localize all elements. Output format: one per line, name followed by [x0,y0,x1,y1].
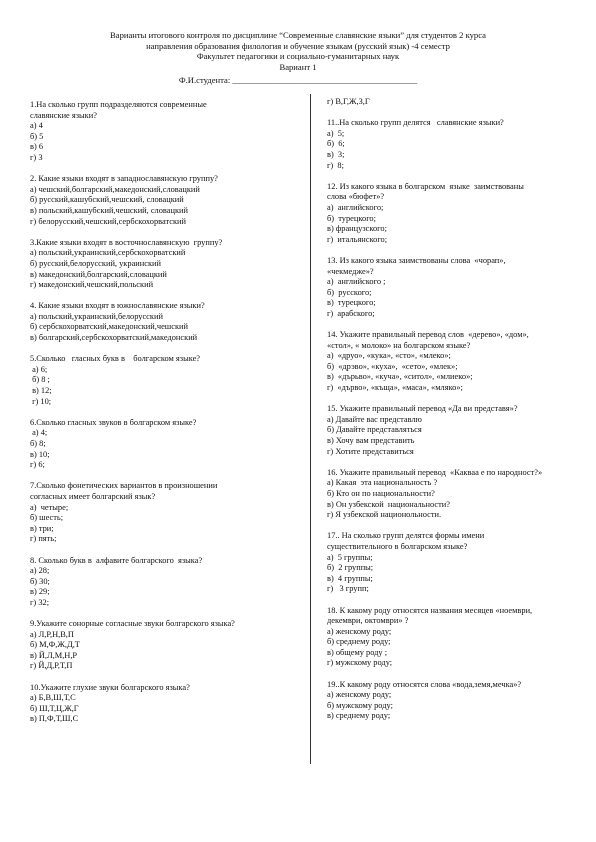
answer-option: а) «друо», «кука», «сто», «млеко»; [327,351,451,361]
question-text: 2. Какие языки входят в западнославянскую группу? [30,174,218,184]
answer-option: а) польский,украинский,сербскохорватский [30,248,186,258]
question-text: 18. К какому роду относятся названия месяцев «ноември, декември, октомври» ? [327,605,533,626]
question-block [30,619,300,672]
answer-option: в) 3; [327,149,345,159]
answer-option: в) Й,Л,М,Н,Р [30,650,78,660]
answer-option: г) 32; [30,597,50,607]
question-text: 9.Укажите сонорные согласные звуки болгарского языка? [30,619,235,629]
answer-option: г) Я узбекской национольности. [327,510,442,520]
answer-option: г) 6; [30,460,45,470]
answer-option: г) «дърво», «къща», «маса», «мляко»; [327,383,463,393]
answer-option: б) русского; [327,287,372,297]
answer-option: г) македонский,чешский,польский [30,280,154,290]
answer-option: а) польский,украинский,белорусский [30,311,163,321]
answer-option: а) четыре; [30,502,69,512]
document-header [40,30,556,72]
answer-option: б) 5 [30,131,44,141]
answer-option: б) русский,белорусский, украинский [30,258,161,268]
answer-option: б) русский,кашубский,чешский, словацкий [30,195,184,205]
answer-option: в) турецкого; [327,298,376,308]
question-block [327,97,577,108]
answer-option: г) арабского; [327,308,375,318]
question-text: 16. Укажите правильный перевод «Какваа е по народност?» [327,467,543,477]
question-text: 4. Какие языки входят в южнославянские языки? [30,301,205,311]
answer-option: а) 4; [30,428,48,438]
question-block [327,606,577,670]
answer-option: а) 5; [327,128,345,138]
question-block [30,100,300,164]
question-block [327,468,577,521]
answer-option: а) 5 группы; [327,552,373,562]
answer-option: б) «дрэво», «куха», «сето», «млек»; [327,361,458,371]
answer-option: в) среднему роду; [327,711,391,721]
header-title-line: Варианты итогового контроля по дисциплине “Современные славянские языки” для студентов 2 курса [110,30,486,40]
answer-option: б) Кто он по национальности? [327,488,435,498]
answer-option: а) Л,Р,Н,В,П [30,629,74,639]
question-text: 8. Сколько букв в алфавите болгарского языка? [30,555,203,565]
answer-option: б) 8; [30,439,46,448]
answer-option: а) английского; [327,202,384,212]
question-block [327,118,577,171]
answer-option: а) Б,В,Ш,Т,С [30,693,76,703]
answer-option: г) мужскому роду; [327,658,393,668]
answer-option: г) итальянского; [327,234,388,244]
answer-option: б) М,Ф,Ж,Д,Т [30,640,80,650]
answer-option: а) женскому роду; [327,626,392,636]
answer-option: а) чешский,болгарский,македонский,словацкий [30,184,200,194]
question-block [30,683,300,725]
question-block [327,531,577,595]
right-column [327,97,577,733]
answer-option: б) турецкого; [327,213,376,223]
question-block [327,404,577,457]
answer-option: г) Й,Д,Р,Т,П [30,661,73,671]
question-block [30,418,300,471]
question-block [30,481,300,545]
question-block [30,238,300,291]
question-text: 6.Сколько гласных звуков в болгарском языке? [30,417,197,427]
answer-option: г) 8; [327,160,344,170]
answer-option: б) 30; [30,576,50,586]
answer-option: а) Какая эта национальность ? [327,478,438,488]
question-text: 7.Сколько фонетических вариантов в произношении согласных имеет болгарский язык? [30,481,218,501]
question-block [327,256,577,320]
answer-option: в) 29; [30,587,50,597]
answer-option: в) общему роду ; [327,647,388,657]
answer-option: а) женскому роду; [327,690,392,700]
header-direction-line: направления образования филология и обучение языкам (русский язык) -4 семестр [146,40,450,51]
question-text: 1.На сколько групп подразделяются современные славянские языки? [30,100,207,120]
question-text: 11..На сколько групп делятся славянские языки? [327,118,504,128]
answer-option: в) французского; [327,224,387,234]
question-text: 14. Укажите правильный перевод слов «дерево», «дом», «стол», « молоко» на болгарском языке? [327,330,529,350]
answer-option: в) 10; [30,449,50,459]
answer-option: в) Он узбекской национальности? [327,499,450,509]
question-block [327,680,577,722]
answer-option: а) английского ; [327,277,386,287]
question-text: 3.Какие языки входят в восточнославянскую группу? [30,237,223,247]
student-name-field: Ф.И.студента: ___________________________________________ [178,75,418,85]
answer-option: б) шесть; [30,513,64,523]
answer-option: в) Хочу вам представить [327,436,415,445]
question-block [30,354,300,407]
answer-option: в) 12; [30,386,52,396]
header-faculty-line: Факультет педагогики и социально-гуманитарных наук [196,51,400,62]
question-block [30,556,300,609]
answer-option: а) 6; [30,364,48,374]
question-block [30,174,300,227]
answer-option: в) 6 [30,142,44,152]
header-variant-line: Вариант 1 [279,61,317,72]
left-column [30,100,300,736]
answer-option: г) 10; [30,396,52,406]
answer-option: а) 28; [30,566,50,576]
answer-option: г) В,Г,Ж,З,Г [327,97,370,106]
answer-option: б) Давайте представляться [327,425,422,435]
answer-option: а) Давайте вас представлю [327,414,422,424]
answer-option: а) 4 [30,121,43,131]
answer-option: б) среднему роду; [327,637,391,647]
answer-option: г) 3 [30,152,43,162]
answer-option: б) сербскохорватский,македонский,чешский [30,322,188,332]
question-text: 5.Сколько гласных букв в болгарском языке? [30,354,201,364]
answer-option: г) 3 групп; [327,584,369,594]
answer-option: в) три; [30,523,54,533]
answer-option: б) Ш,Т,Ц,Ж,Г [30,703,79,713]
answer-option: б) 8 ; [30,375,50,385]
question-text: 13. Из какого языка заимствованы слова «чорап», «чекмедже»? [327,255,506,276]
answer-option: в) 4 группы; [327,573,373,583]
question-text: 15. Укажите правильный перевод «Да ви представя»? [327,404,518,414]
answer-option: в) «дърьво», «куча», «ситол», «млиеко»; [327,372,473,382]
answer-option: в) македонский,болгарский,словацкий [30,269,167,279]
question-block [327,182,577,246]
column-divider [310,94,311,764]
answer-option: г) Хотите представиться [327,446,414,456]
answer-option: г) пять; [30,534,57,544]
question-text: 17.. На сколько групп делятся формы имени существительного в болгарском языке? [327,531,485,551]
question-text: 10.Укажите глухие звуки болгарского языка? [30,682,190,692]
question-text: 12. Из какого языка в болгарском языке заимствованы слова «бюфет»? [327,181,524,202]
answer-option: в) польский,кашубский,чешский, словацкий [30,205,189,215]
question-text: 19..К какому роду относятся слова «вода,земя,мечка»? [327,679,522,689]
answer-option: б) 2 группы; [327,563,374,573]
answer-option: б) мужскому роду; [327,700,393,710]
answer-option: б) 6; [327,139,345,149]
question-block [30,301,300,343]
answer-option: в) П,Ф,Т,Ш,С [30,714,79,724]
answer-option: г) белорусский,чешский,сербскохорватский [30,216,187,226]
answer-option: в) болгарский,сербскохорватский,македонский [30,333,198,343]
question-block [327,330,577,394]
